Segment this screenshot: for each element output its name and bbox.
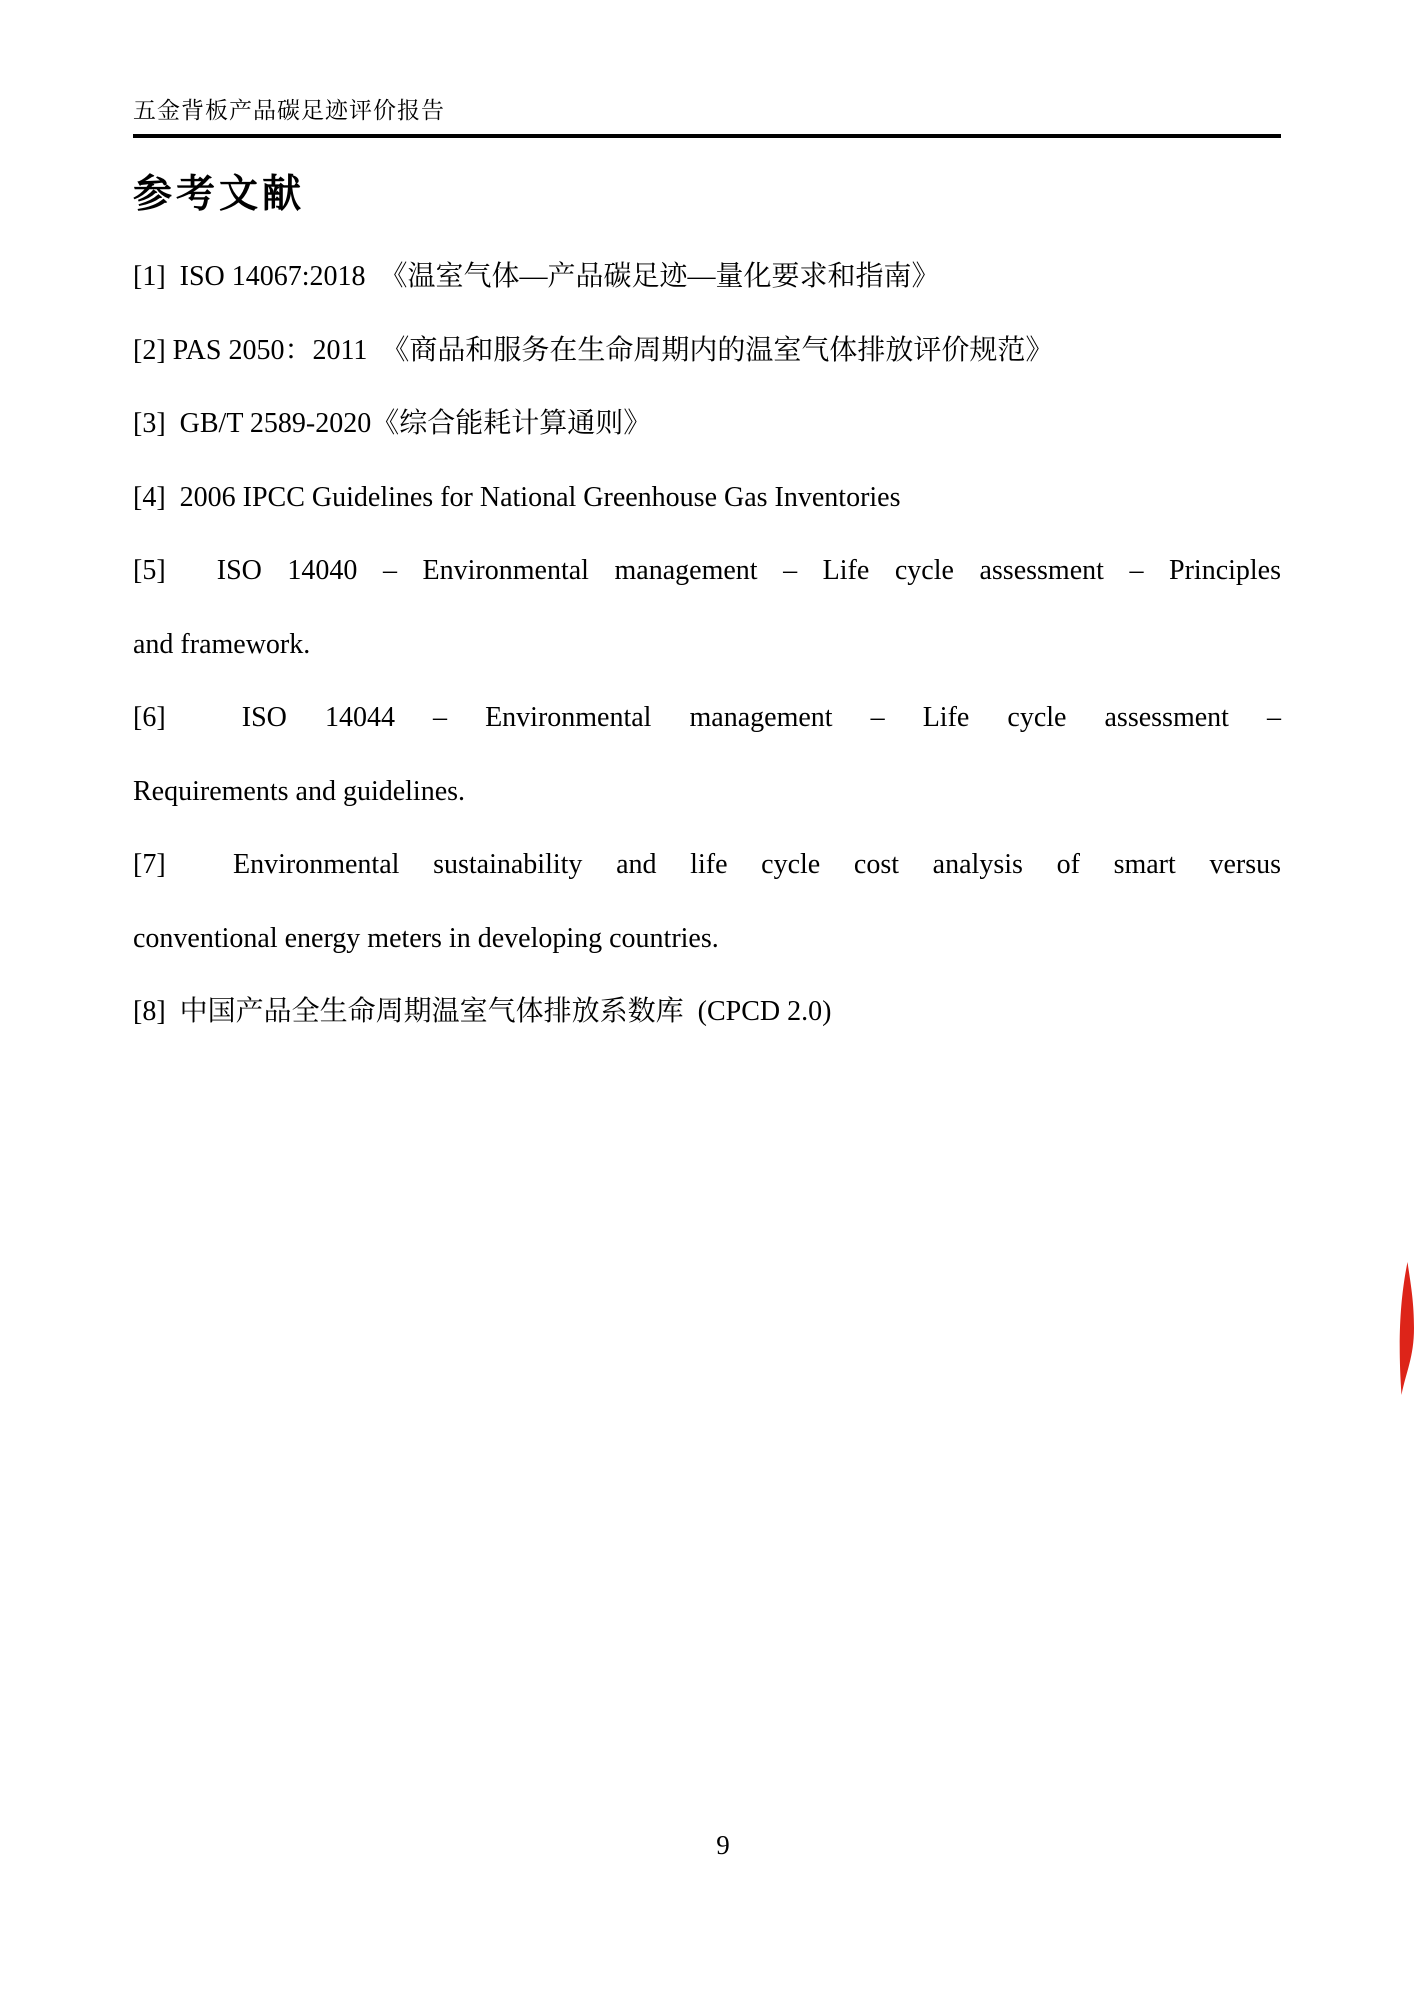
reference-entry [133, 975, 1281, 1049]
running-header: 五金背板产品碳足迹评价报告 [133, 98, 445, 123]
reference-list [133, 240, 1281, 1049]
reference-entry [133, 828, 1281, 975]
reference-line: [1] ISO 14067:2018 《温室气体—产品碳足迹—量化要求和指南》 [133, 261, 940, 292]
reference-line: conventional energy meters in developing countries. [133, 922, 719, 954]
header-rule [133, 134, 1281, 138]
red-crescent-shape [1400, 1262, 1414, 1395]
reference-line: [2] PAS 2050：2011 《商品和服务在生命周期内的温室气体排放评价规范》 [133, 334, 1054, 366]
reference-line: [4] 2006 IPCC Guidelines for National Greenhouse Gas Inventories [133, 481, 901, 513]
reference-entry [133, 387, 1281, 461]
reference-entry [133, 681, 1281, 828]
reference-line: [6] ISO 14044 – Environmental management – Life cycle assessment – [133, 702, 1281, 733]
reference-line: [7] Environmental sustainability and life cycle cost analysis of smart versus [133, 849, 1281, 880]
reference-line: [5] ISO 14040 – Environmental management – Life cycle assessment – Principles [133, 555, 1281, 586]
reference-line: [8] 中国产品全生命周期温室气体排放系数库 (CPCD 2.0) [133, 996, 832, 1027]
reference-line: and framework. [133, 628, 311, 660]
reference-entry [133, 314, 1281, 388]
page-number: 9 [716, 1830, 730, 1860]
reference-entry [133, 240, 1281, 314]
page-title: 参考文献 [133, 173, 306, 216]
reference-line: [3] GB/T 2589-2020《综合能耗计算通则》 [133, 408, 652, 439]
reference-line: Requirements and guidelines. [133, 775, 466, 807]
reference-entry [133, 534, 1281, 681]
red-crescent-logo-edge [1397, 1262, 1414, 1395]
reference-entry [133, 461, 1281, 535]
